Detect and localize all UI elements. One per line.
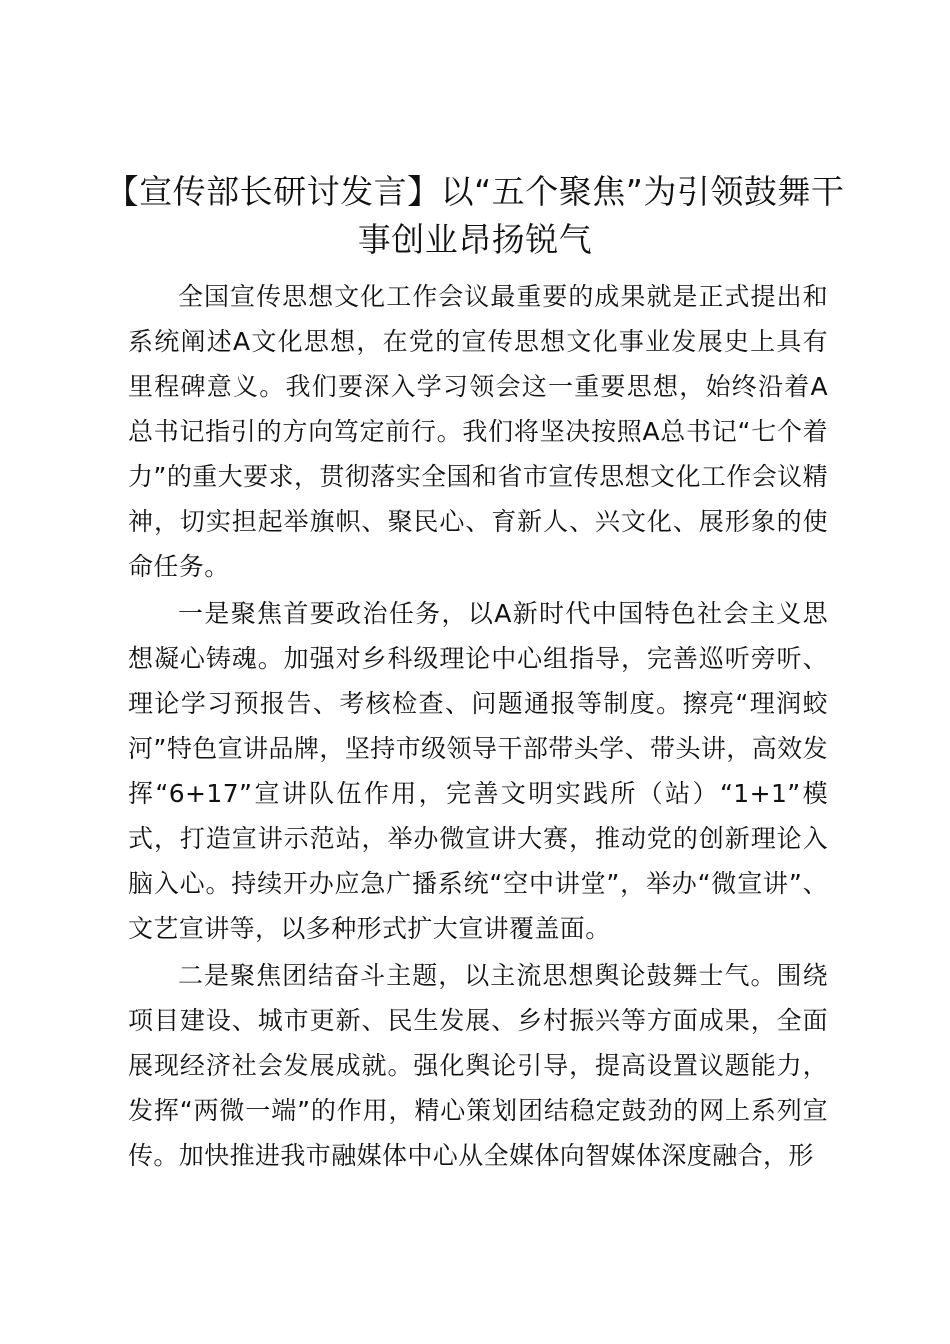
paragraph-point-two: 二是聚焦团结奋斗主题，以主流思想舆论鼓舞士气。围绕项目建设、城市更新、民生发展、乡村振兴等方面成果，全面展现经济社会发展成就。强化舆论引导，提高设置议题能力，发挥“两微一端”的作用，精心策划团结稳定鼓劲的网上系列宣传。加快推进我市融媒体中心从全媒体向智媒体深度融合，形: [128, 961, 828, 1170]
paragraph-intro: 全国宣传思想文化工作会议最重要的成果就是正式提出和系统阐述A文化思想，在党的宣传思想文化事业发展史上具有里程碑意义。我们要深入学习领会这一重要思想，始终沿着A总书记指引的方向笃定前行。我们将坚决按照A总书记“七个着力”的重大要求，贯彻落实全国和省市宣传思想文化工作会议精神，切实担起举旗帜、聚民心、育新人、兴文化、展形象的使命任务。: [128, 282, 828, 581]
document-body: [128, 274, 828, 1178]
paragraph-point-one: 一是聚焦首要政治任务，以A新时代中国特色社会主义思想凝心铸魂。加强对乡科级理论中心组指导，完善巡听旁听、理论学习预报告、考核检查、问题通报等制度。擦亮“理润蛟河”特色宣讲品牌，坚持市级领导干部带头学、带头讲，高效发挥“6+17”宣讲队伍作用，完善文明实践所（站）“1+1”模式，打造宣讲示范站，举办微宣讲大赛，推动党的创新理论入脑入心。持续开办应急广播系统“空中讲堂”，举办“微宣讲”、文艺宣讲等，以多种形式扩大宣讲覆盖面。: [128, 599, 828, 943]
document-title: 【宣传部长研讨发言】以“五个聚焦”为引领鼓舞干事创业昂扬锐气: [105, 172, 845, 259]
